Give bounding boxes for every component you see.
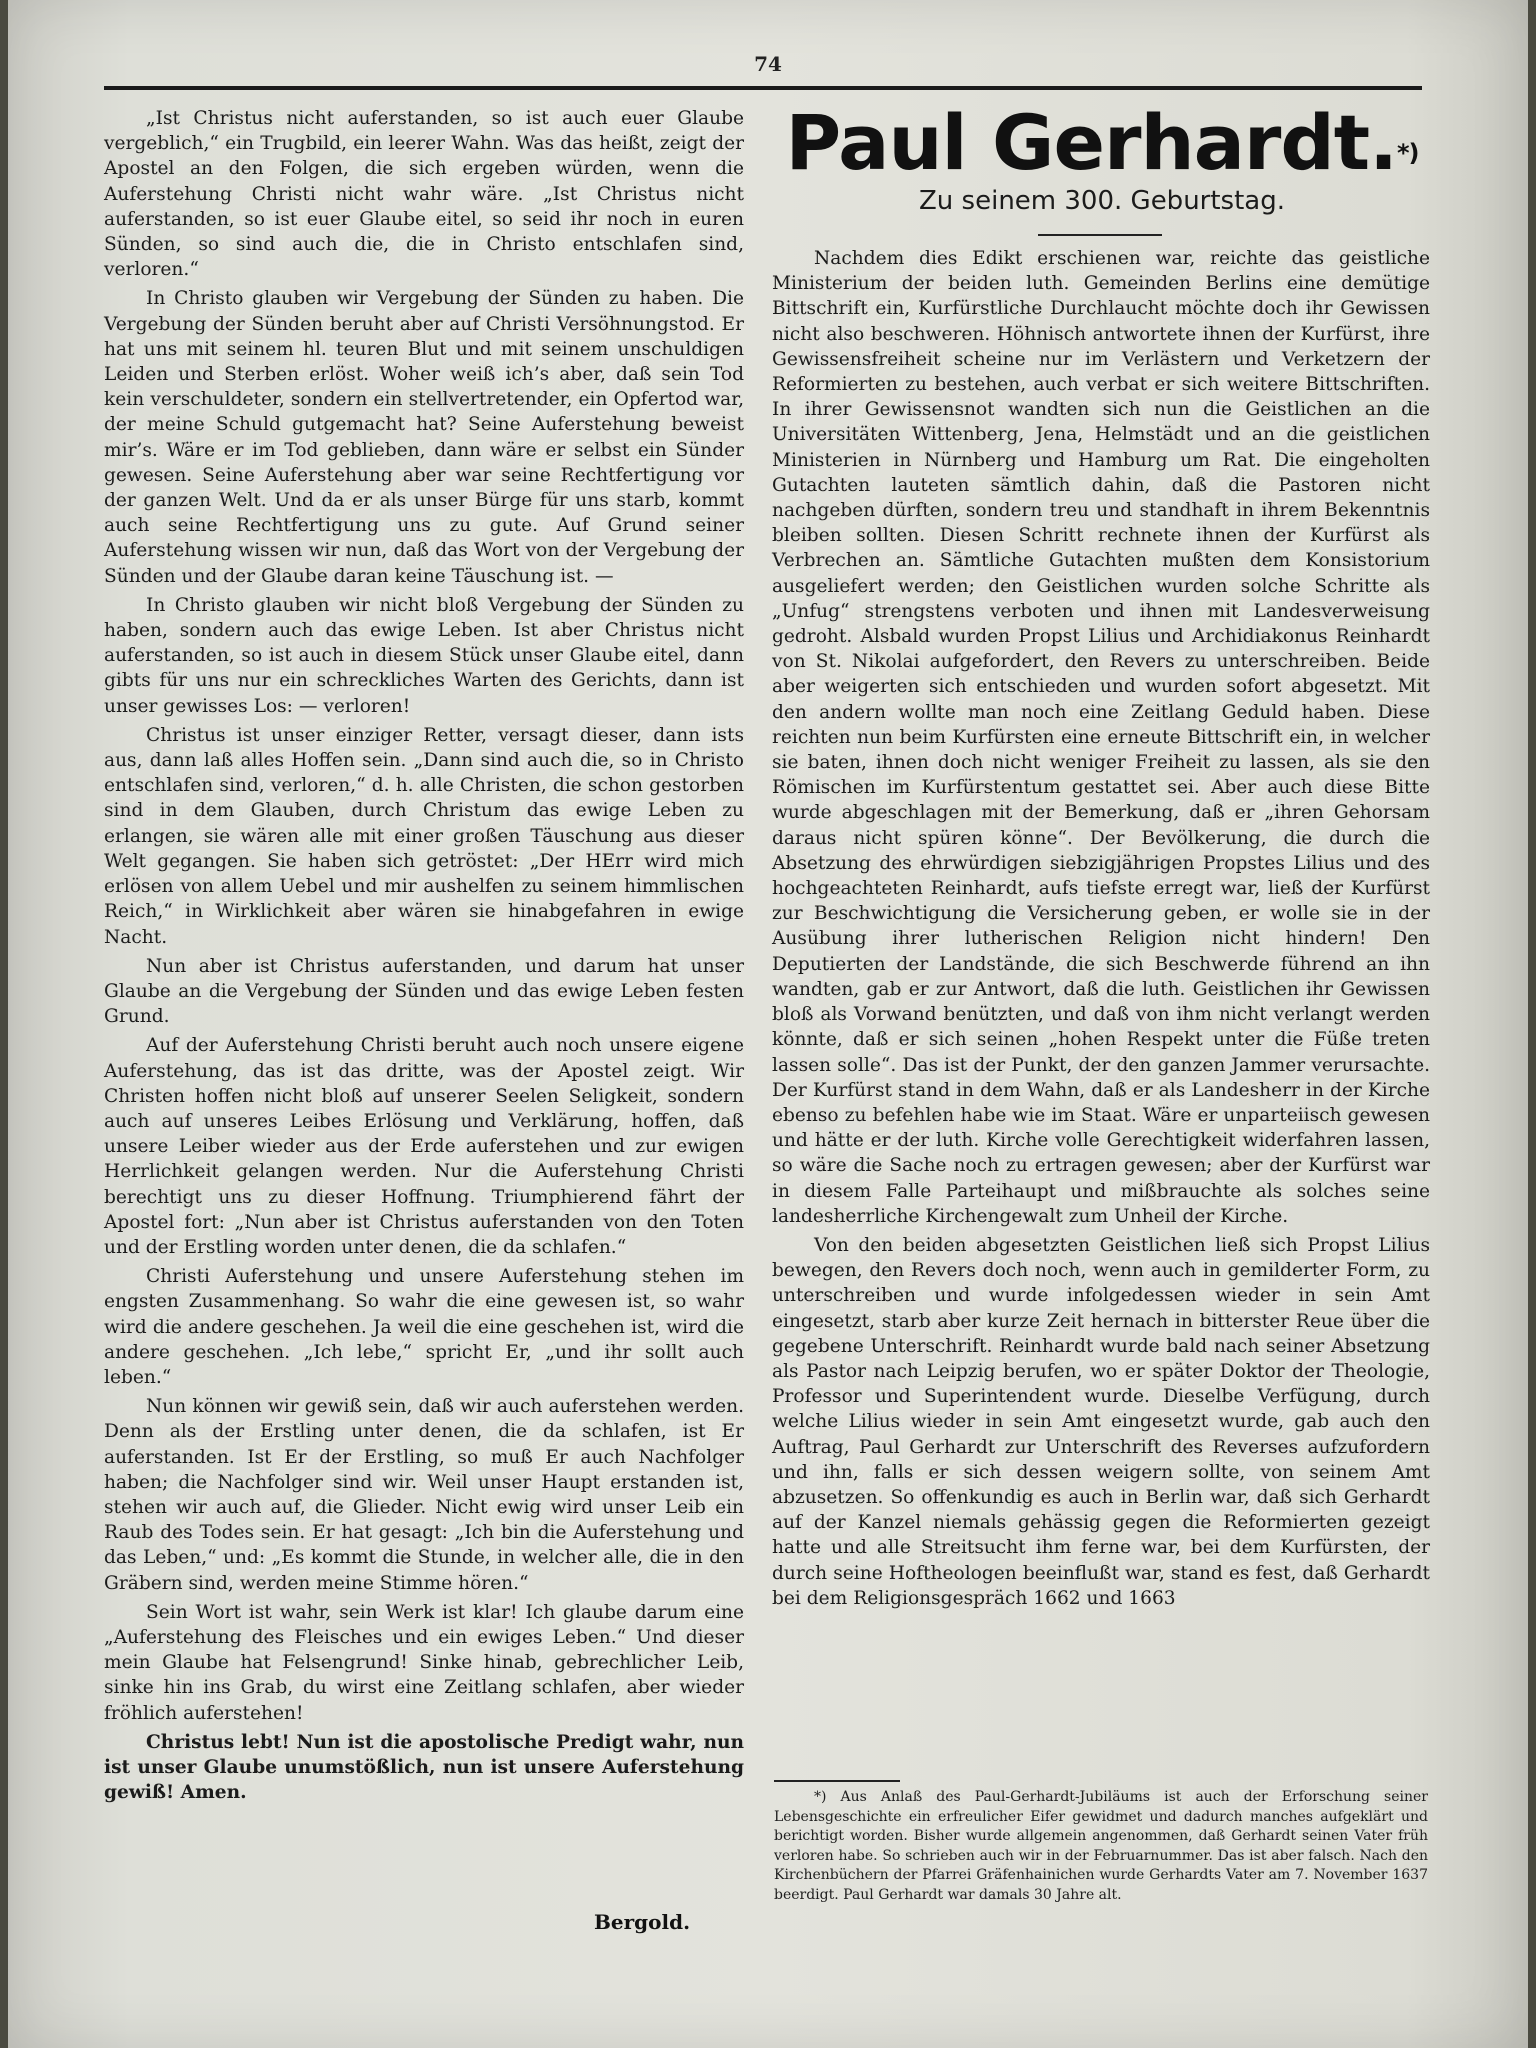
article-title [782, 100, 1422, 186]
footnote-marker: *) [1396, 139, 1419, 167]
left-paragraph: „Ist Christus nicht auferstanden, so ist auch euer Glaube vergeblich,“ ein Trugbild, ein leerer Wahn. Was das heißt, zeigt der Apostel an den Folgen, die sich ergeben würden, wenn die Auferstehung Christi nicht wahr wäre. „Ist Christus nicht auferstanden, so ist euer Glaube eitel, so seid ihr noch in euren Sünden, so sind auch die, die in Christo entschlafen sind, verloren.“ [104, 108, 744, 281]
right-paragraph: Von den beiden abgesetzten Geistlichen ließ sich Propst Lilius bewegen, den Revers doch noch, wenn auch in gemilderter Form, zu unterschreiben und wurde infolgedessen wieder in sein Amt eingesetzt, starb aber kurze Zeit hernach in bitterster Reue über die gegebene Unterschrift. Reinhardt wurde bald nach seiner Absetzung als Pastor nach Leipzig berufen, wo er später Doktor der Theologie, Professor und Superintendent wurde. Dieselbe Verfügung, durch welche Lilius wieder in sein Amt eingesetzt wurde, gab auch den Auftrag, Paul Gerhardt zur Unterschrift des Reverses aufzufordern und ihn, falls er sich dessen weigern sollte, von seinem Amt abzusetzen. So offenkundig es auch in Berlin war, daß sich Gerhardt auf der Kanzel niemals gehässig gegen die Reformierten gezeigt hatte und alle Streitsucht ihm ferne war, bei dem Kurfürsten, der durch seine Hoftheologen beeinflußt war, stand es fest, daß Gerhardt bei dem Religionsgespräch 1662 und 1663 [772, 1234, 1430, 1609]
left-paragraph: Nun aber ist Christus auferstanden, und darum hat unser Glaube an die Vergebung der Sünden und das ewige Leben festen Grund. [104, 955, 744, 1028]
left-column [104, 106, 744, 1805]
page-number: 74 [754, 52, 782, 76]
author-signature: Bergold. [594, 1910, 691, 1934]
article-subtitle: Zu seinem 300. Geburtstag. [919, 186, 1285, 216]
title-text: Paul Gerhardt. [785, 98, 1397, 187]
title-divider [1038, 234, 1162, 236]
right-paragraph: Nachdem dies Edikt erschienen war, reichte das geistliche Ministerium der beiden luth. Gemeinden Berlins eine demütige Bittschrift ein, Kurfürstliche Durchlaucht möchte doch ihr Gewissen nicht also beschweren. Höhnisch antwortete ihnen der Kurfürst, ihre Gewissensfreiheit scheine nur im Verlästern und Verketzern der Reformierten zu bestehen, auch verbat er sich weitere Bittschriften. In ihrer Gewissensnot wandten sich nun die Geistlichen an die Universitäten Wittenberg, Jena, Helmstädt und an die geistlichen Ministerien in Nürnberg und Hamburg um Rat. Die eingeholten Gutachten lauteten sämtlich dahin, daß die Pastoren nicht nachgeben dürften, sondern treu und standhaft in ihrem Bekenntnis bleiben sollten. Diesen Schritt rechnete ihnen der Kurfürst als Verbrechen an. Sämtliche Gutachten mußten dem Konsistorium ausgeliefert werden; den Geistlichen wurden solche Schritte als „Unfug“ strengstens verboten und ihnen mit Landesverweisung gedroht. Alsbald wurden Propst Lilius und Archidiakonus Reinhardt von St. Nikolai aufgefordert, den Revers zu unterschreiben. Beide aber weigerten sich entschieden und wurden sofort abgesetzt. Mit den andern wollte man noch eine Zeitlang Geduld haben. Diese reichten nun beim Kurfürsten eine erneute Bittschrift ein, in welcher sie baten, ihnen doch nicht weniger Freiheit zu lassen, als sie den Römischen im Kurfürstentum gestattet sei. Aber auch diese Bitte wurde abgeschlagen mit der Bemerkung, daß er „ihren Gehorsam daraus nicht spüren könne“. Der Bevölkerung, die durch die Absetzung des ehrwürdigen siebzigjährigen Propstes Lilius und des hochgeachteten Reinhardt, aufs tiefste erregt war, ließ der Kurfürst zur Beschwichtigung die Versicherung geben, er wolle sie in der Ausübung ihrer lutherischen Religion nicht hindern! Den Deputierten der Landstände, die sich Beschwerde führend an ihn wandten, gab er zur Antwort, daß die luth. Geistlichen ihr Gewissen bloß als Vorwand benützten, und daß von ihm nicht verlangt werden könnte, daß er sich seinen „hohen Respekt unter die Füße treten lassen solle“. Das ist der Punkt, der den ganzen Jammer verursachte. Der Kurfürst stand in dem Wahn, daß er als Landesherr in der Kirche ebenso zu befehlen habe wie im Staat. Wäre er unparteiisch gewesen und hätte er der luth. Kirche volle Gerechtigkeit widerfahren lassen, so wäre die Sache noch zu ertragen gewesen; aber der Kurfürst war in diesem Falle Parteihaupt und mißbrauchte als solches seine landesherrliche Kirchengewalt zum Unheil der Kirche. [772, 248, 1430, 1227]
magazine-page [8, 0, 1528, 2048]
left-paragraph-closing: Christus lebt! Nun ist die apostolische Predigt wahr, nun ist unser Glaube unumstößlich, nun ist unsere Auferstehung gewiß! Amen. [104, 1731, 744, 1804]
left-paragraph: In Christo glauben wir Vergebung der Sünden zu haben. Die Vergebung der Sünden beruht aber auf Christi Versöhnungstod. Er hat uns mit seinem hl. teuren Blut und mit seinem unschuldigen Leiden und Sterben erlöst. Woher weiß ich’s aber, daß sein Tod kein verschuldeter, sondern ein stellvertretender, ein Opfertod war, der meine Schuld gutgemacht hat? Seine Auferstehung beweist mir’s. Wäre er im Tod geblieben, dann wäre er selbst ein Sünder gewesen. Seine Auferstehung aber war seine Rechtfertigung vor der ganzen Welt. Und da er als unser Bürge für uns starb, kommt auch seine Rechtfertigung uns zu gute. Auf Grund seiner Auferstehung wissen wir nun, daß das Wort von der Vergebung der Sünden und der Glaube daran keine Täuschung ist. — [104, 288, 744, 587]
left-paragraph: Christi Auferstehung und unsere Auferstehung stehen im engsten Zusammenhang. So wahr die eine gewesen ist, so wahr wird die andere geschehen. Ja weil die eine geschehen ist, wird die andere geschehen. „Ich lebe,“ spricht Er, „und ihr sollt auch leben.“ [104, 1266, 744, 1388]
left-paragraph: Auf der Auferstehung Christi beruht auch noch unsere eigene Auferstehung, das ist das dritte, was der Apostel zeigt. Wir Christen hoffen nicht bloß auf unserer Seelen Seligkeit, sondern auch auf unseres Leibes Erlösung und Verklärung, hoffen, daß unsere Leiber wieder aus der Erde auferstehen und zur ewigen Herrlichkeit gelangen werden. Nur die Auferstehung Christi berechtigt uns zu dieser Hoffnung. Triumphierend fährt der Apostel fort: „Nun aber ist Christus auferstanden von den Toten und der Erstling worden unter denen, die da schlafen.“ [104, 1035, 744, 1258]
right-column [772, 246, 1430, 1611]
footnote-divider [774, 1780, 900, 1782]
left-paragraph: Nun können wir gewiß sein, daß wir auch auferstehen werden. Denn als der Erstling unter denen, die da schlafen, ist Er auferstanden. Ist Er der Erstling, so muß Er auch Nachfolger haben; die Nachfolger sind wir. Weil unser Haupt erstanden ist, stehen wir auch auf, die Glieder. Nicht ewig wird unser Leib ein Raub des Todes sein. Er hat gesagt: „Ich bin die Auferstehung und das Leben,“ und: „Es kommt die Stunde, in welcher alle, die in den Gräbern sind, werden meine Stimme hören.“ [104, 1396, 744, 1594]
left-paragraph: Sein Wort ist wahr, sein Werk ist klar! Ich glaube darum eine „Auferstehung des Fleisches und ein ewiges Leben.“ Und dieser mein Glaube hat Felsengrund! Sinke hinab, gebrechlicher Leib, sinke hin ins Grab, du wirst eine Zeitlang schlafen, aber wieder fröhlich auferstehen! [104, 1601, 744, 1724]
footnote: *) Aus Anlaß des Paul-Gerhardt-Jubiläums ist auch der Erforschung seiner Lebensgeschichte ein erfreulicher Eifer gewidmet und dadurch manches aufgeklärt und berichtigt worden. Bisher wurde allgemein angenommen, daß Gerhardt seinen Vater früh verloren habe. So schrieben auch wir in der Februarnummer. Das ist aber falsch. Nach den Kirchenbüchern der Pfarrei Gräfenhainichen wurde Gerhardts Vater am 7. November 1637 beerdigt. Paul Gerhardt war damals 30 Jahre alt. [774, 1789, 1428, 1903]
header-rule [104, 86, 1422, 90]
left-paragraph: In Christo glauben wir nicht bloß Vergebung der Sünden zu haben, sondern auch das ewige Leben. Ist aber Christus nicht auferstanden, so ist auch in diesem Stück unser Glaube eitel, dann gibts für uns nur ein schreckliches Warten des Gerichts, dann ist unser gewisses Los: — verloren! [104, 594, 744, 717]
left-paragraph: Christus ist unser einziger Retter, versagt dieser, dann ists aus, dann laß alles Hoffen sein. „Dann sind auch die, so in Christo entschlafen sind, verloren,“ d. h. alle Christen, die schon gestorben sind in dem Glauben, durch Christum das ewige Leben zu erlangen, sie wären alle mit einer großen Täuschung aus dieser Welt gegangen. Sie haben sich getröstet: „Der HErr wird mich erlösen von allem Uebel und mir aushelfen zu seinem himmlischen Reich,“ in Wirklichkeit aber wären sie hinabgefahren in ewige Nacht. [104, 724, 744, 948]
